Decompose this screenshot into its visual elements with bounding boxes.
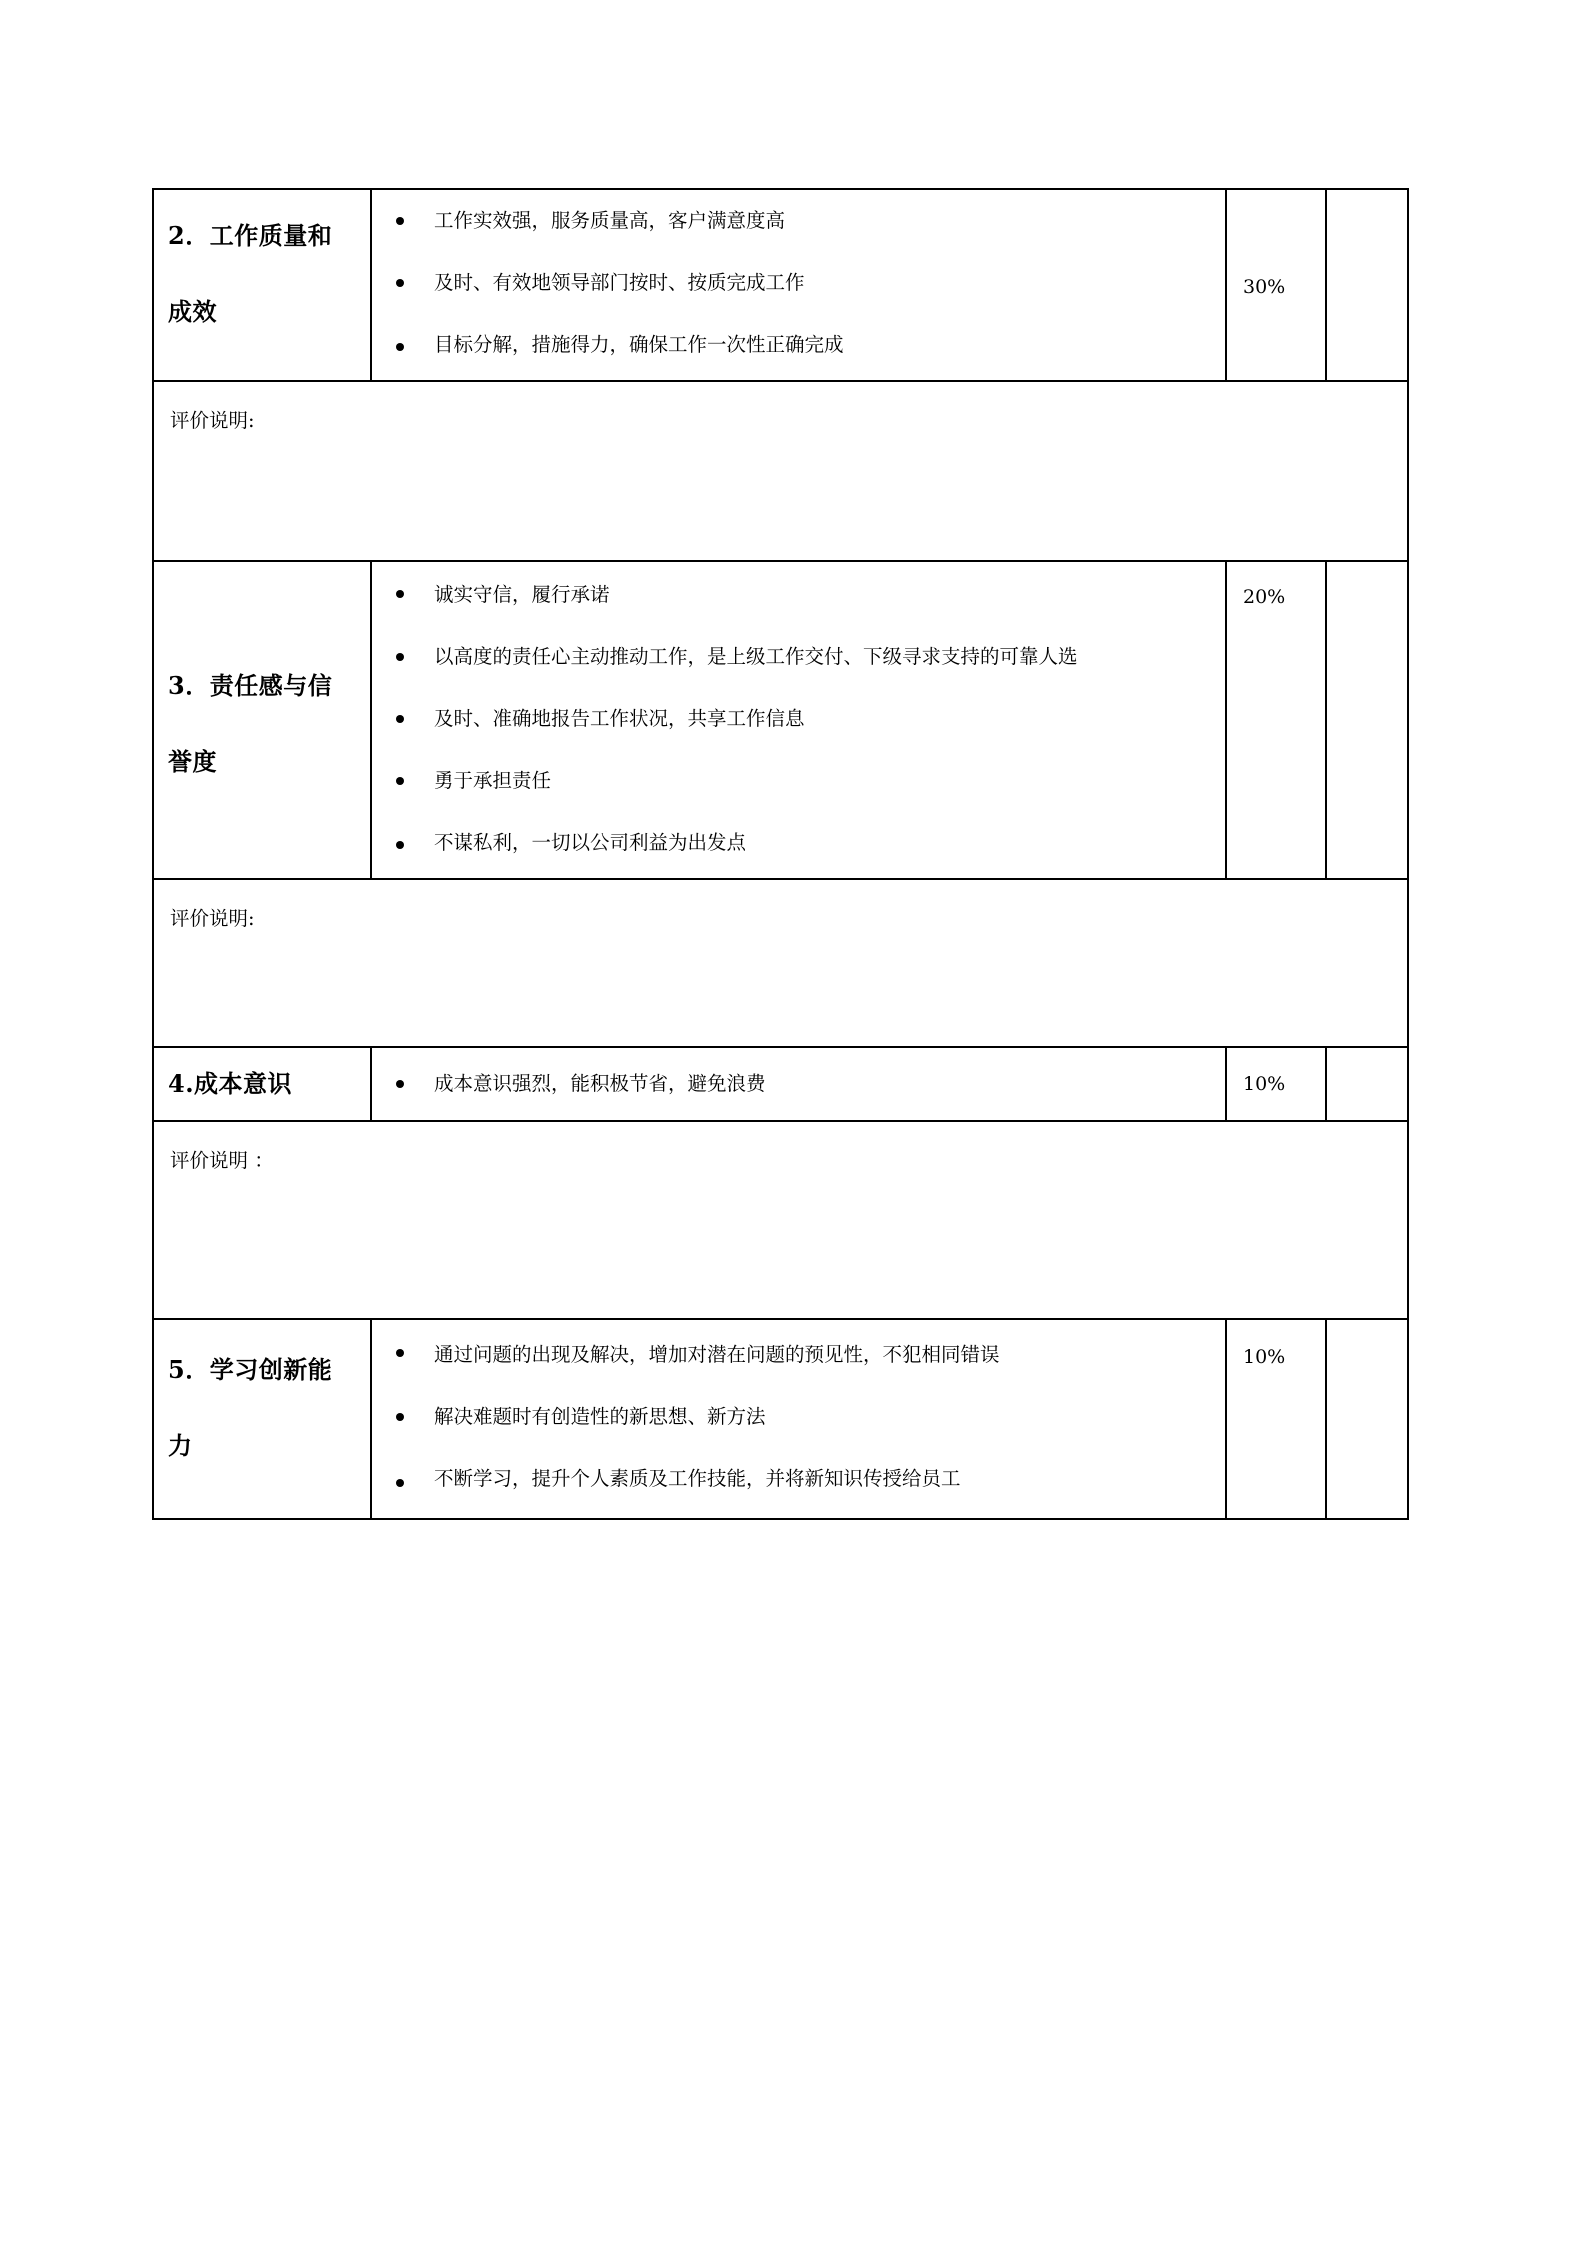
criterion-bullet-list (372, 190, 1225, 380)
criterion-bullet-list (372, 1048, 1225, 1120)
criterion-score-cell[interactable] (1326, 1047, 1408, 1121)
table-row (153, 1047, 1408, 1121)
list-item (372, 1320, 1225, 1386)
notes-cell[interactable] (153, 879, 1408, 1047)
criterion-weight-cell (1226, 561, 1326, 879)
list-item (372, 688, 1225, 750)
evaluation-table (152, 188, 1409, 1520)
criterion-item-cell (153, 189, 371, 381)
notes-cell[interactable] (153, 1121, 1408, 1319)
bullet-text: 工作实效强，服务质量高，客户满意度高 (434, 209, 786, 232)
list-item (372, 562, 1225, 626)
criterion-content-cell (371, 561, 1226, 879)
criterion-title-line: 5．学习创新能 (168, 1355, 333, 1384)
bullet-dot-icon (396, 1479, 404, 1487)
list-item (372, 190, 1225, 252)
score-value (1327, 1320, 1407, 1330)
list-item (372, 1048, 1225, 1120)
weight-value: 10% (1243, 1346, 1286, 1368)
criterion-content-cell (371, 189, 1226, 381)
bullet-dot-icon (396, 1413, 404, 1421)
evaluation-sheet (152, 188, 1407, 1520)
score-value (1327, 1048, 1407, 1058)
bullet-dot-icon (396, 590, 404, 598)
bullet-text: 诚实守信，履行承诺 (434, 583, 610, 606)
list-item (372, 812, 1225, 878)
table-row (153, 1319, 1408, 1519)
criterion-score-cell[interactable] (1326, 561, 1408, 879)
table-row (153, 879, 1408, 1047)
criterion-item-cell (153, 1047, 371, 1121)
criterion-title-line: 3．责任感与信 (168, 671, 333, 700)
criterion-title-line: 成效 (168, 297, 217, 326)
list-item (372, 1448, 1225, 1518)
criterion-content-cell (371, 1319, 1226, 1519)
weight-value: 10% (1243, 1073, 1286, 1095)
criterion-title-line: 誉度 (168, 747, 217, 776)
bullet-text: 成本意识强烈，能积极节省，避免浪费 (434, 1072, 766, 1095)
criterion-weight-cell (1226, 1047, 1326, 1121)
criterion-title-line: 4.成本意识 (168, 1069, 293, 1098)
criterion-content-cell (371, 1047, 1226, 1121)
notes-cell[interactable] (153, 381, 1408, 561)
criterion-weight-cell (1226, 189, 1326, 381)
list-item (372, 252, 1225, 314)
bullet-text: 及时、有效地领导部门按时、按质完成工作 (434, 271, 805, 294)
criterion-bullet-list (372, 1320, 1225, 1518)
bullet-dot-icon (396, 653, 404, 661)
bullet-dot-icon (396, 1349, 404, 1357)
list-item (372, 1386, 1225, 1448)
list-item (372, 626, 1225, 688)
notes-label: 评价说明: (170, 409, 255, 432)
weight-value: 20% (1243, 586, 1286, 608)
criterion-bullet-list (372, 562, 1225, 878)
weight-value: 30% (1243, 276, 1286, 298)
list-item (372, 750, 1225, 812)
bullet-text: 不谋私利，一切以公司利益为出发点 (434, 831, 747, 854)
bullet-text: 解决难题时有创造性的新思想、新方法 (434, 1405, 766, 1428)
bullet-text: 不断学习，提升个人素质及工作技能，并将新知识传授给员工 (434, 1467, 961, 1490)
criterion-title-line: 2．工作质量和 (168, 221, 333, 250)
bullet-dot-icon (396, 279, 404, 287)
table-row (153, 189, 1408, 381)
criterion-weight-cell (1226, 1319, 1326, 1519)
table-row (153, 381, 1408, 561)
score-value (1327, 190, 1407, 200)
notes-label: 评价说明: (170, 907, 255, 930)
criterion-score-cell[interactable] (1326, 1319, 1408, 1519)
bullet-dot-icon (396, 343, 404, 351)
criterion-title-line: 力 (168, 1431, 193, 1460)
bullet-dot-icon (396, 1080, 404, 1088)
criterion-item-cell (153, 1319, 371, 1519)
bullet-text: 以高度的责任心主动推动工作，是上级工作交付、下级寻求支持的可靠人选 (434, 645, 1078, 668)
bullet-text: 及时、准确地报告工作状况，共享工作信息 (434, 707, 805, 730)
table-row (153, 561, 1408, 879)
bullet-text: 勇于承担责任 (434, 769, 552, 792)
bullet-dot-icon (396, 841, 404, 849)
criterion-score-cell[interactable] (1326, 189, 1408, 381)
notes-label: 评价说明 ： (170, 1149, 274, 1172)
bullet-dot-icon (396, 217, 404, 225)
bullet-text: 通过问题的出现及解决，增加对潜在问题的预见性，不犯相同错误 (434, 1343, 1000, 1366)
criterion-item-cell (153, 561, 371, 879)
list-item (372, 314, 1225, 380)
bullet-dot-icon (396, 777, 404, 785)
table-row (153, 1121, 1408, 1319)
bullet-text: 目标分解，措施得力，确保工作一次性正确完成 (434, 333, 844, 356)
score-value (1327, 562, 1407, 572)
bullet-dot-icon (396, 715, 404, 723)
